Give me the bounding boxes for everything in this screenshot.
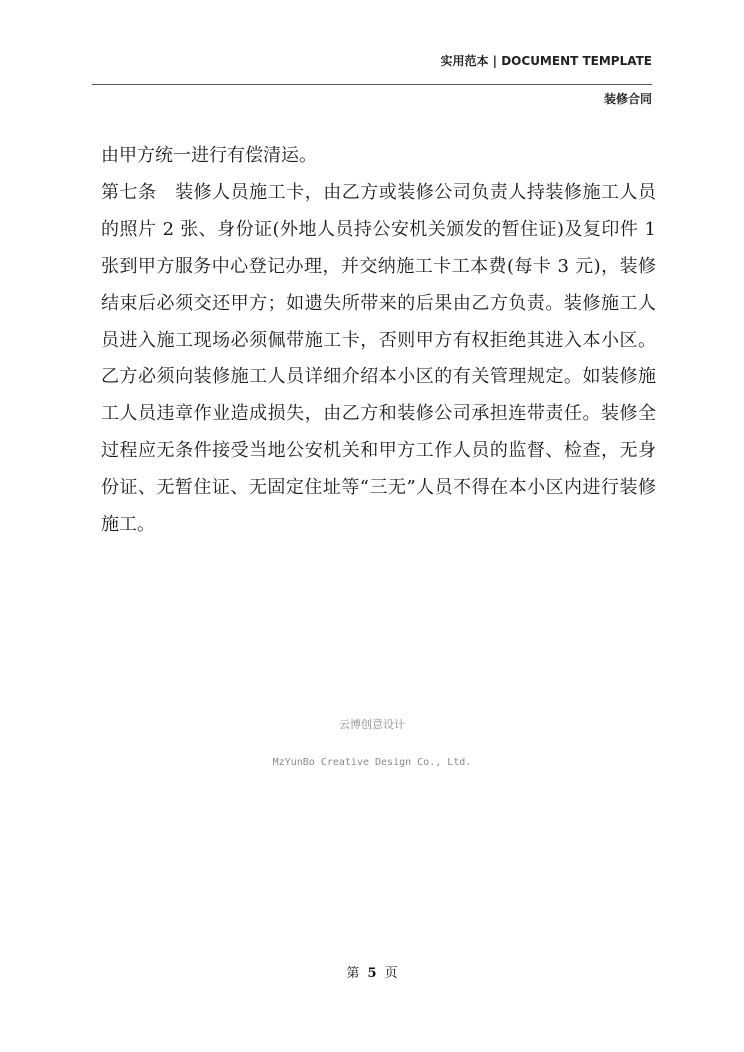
page-number-value: 5 [367, 966, 377, 981]
header-divider [92, 84, 652, 85]
document-body [101, 138, 656, 544]
paragraph: 第七条 装修人员施工卡，由乙方或装修公司负责人持装修施工人员的照片 2 张、身份证(外地人员持公安机关颁发的暂住证)及复印件 1 张到甲方服务中心登记办理，并交纳施工卡工本费(每卡 3 元)，装修结束后必须交还甲方；如遗失所带来的后果由乙方负责。装修施工人员进入施工现场必须佩带施工卡，否则甲方有权拒绝其进入本小区。乙方必须向装修施工人员详细介绍本小区的有关管理规定。如装修施工人员违章作业造成损失，由乙方和装修公司承担连带责任。装修全过程应无条件接受当地公安机关和甲方工作人员的监督、检查，无身份证、无暂住证、无固定住址等“三无”人员不得在本小区内进行装修施工。 [101, 181, 656, 536]
page-suffix: 页 [384, 966, 398, 981]
header-subtitle: 装修合同 [603, 92, 652, 106]
page-number [0, 962, 744, 981]
paragraph: 由甲方统一进行有偿清运。 [101, 145, 317, 166]
page-prefix: 第 [346, 966, 360, 981]
footer-company-cn: 云博创意设计 [339, 718, 405, 731]
footer-company-en: MzYunBo Creative Design Co., Ltd. [272, 757, 472, 768]
header-title: 实用范本 | DOCUMENT TEMPLATE [440, 54, 652, 68]
